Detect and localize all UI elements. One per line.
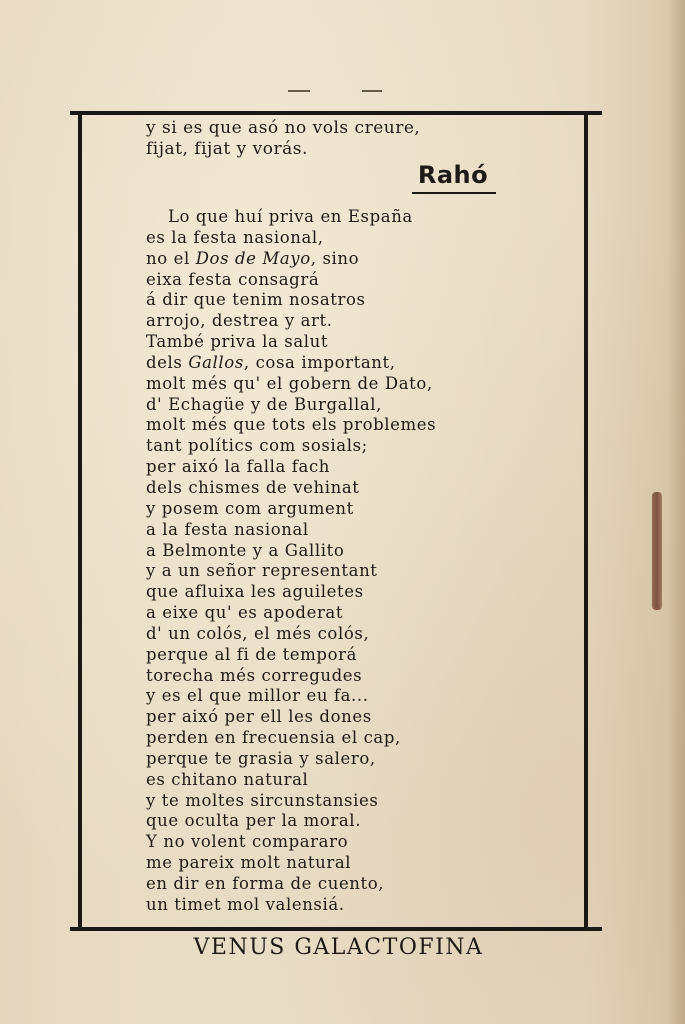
title-underline bbox=[412, 192, 496, 194]
poem-text: arrojo, destrea y art. bbox=[146, 311, 333, 331]
poem-text: a la festa nasional bbox=[146, 519, 309, 539]
poem-text: tant polítics com sosials; bbox=[146, 436, 368, 456]
poem-line bbox=[146, 457, 436, 478]
poem-text: perque te grasia y salero, bbox=[146, 748, 376, 768]
poem-line bbox=[146, 520, 436, 541]
poem-text: d' un colós, el més colós, bbox=[146, 623, 370, 643]
poem-text: perque al fi de temporá bbox=[146, 644, 358, 664]
intro-line: y si es que asó no vols creure, bbox=[146, 118, 421, 138]
poem-line bbox=[146, 415, 436, 436]
poem-text: á dir que tenim nosatros bbox=[146, 290, 366, 310]
poem-text: torecha més corregudes bbox=[146, 665, 363, 685]
poem-line bbox=[146, 728, 436, 749]
frame-bottom-rule bbox=[70, 927, 602, 931]
poem-title: Rahó bbox=[417, 161, 489, 189]
poem-line bbox=[146, 436, 436, 457]
poem-line bbox=[146, 686, 436, 707]
poem-text: molt més que tots els problemes bbox=[146, 415, 437, 435]
poem-line bbox=[146, 791, 436, 812]
poem-text: d' Echagüe y de Burgallal, bbox=[146, 394, 382, 414]
poem-italic-text: Gallos bbox=[188, 352, 244, 372]
poem-body bbox=[146, 207, 436, 916]
poem-text: y posem com argument bbox=[146, 498, 354, 518]
poem-text: molt més qu' el gobern de Dato, bbox=[146, 373, 433, 393]
poem-text: que oculta per la moral. bbox=[146, 811, 362, 831]
poem-text: y es el que millor eu fa... bbox=[146, 686, 369, 706]
poem-line bbox=[146, 707, 436, 728]
poem-text: es chitano natural bbox=[146, 769, 309, 789]
poem-text: que afluixa les aguiletes bbox=[146, 582, 364, 602]
poem-line bbox=[146, 624, 436, 645]
poem-text: eixa festa consagrá bbox=[146, 269, 320, 289]
poem-line bbox=[146, 603, 436, 624]
poem-line bbox=[146, 832, 436, 853]
intro-line: fijat, fijat y vorás. bbox=[146, 139, 308, 159]
poem-text: me pareix molt natural bbox=[146, 853, 352, 873]
poem-line bbox=[146, 561, 436, 582]
poem-text: per aixó la falla fach bbox=[146, 457, 331, 477]
poem-line bbox=[146, 311, 436, 332]
poem-line bbox=[146, 874, 436, 895]
poem-text: per aixó per ell les dones bbox=[146, 707, 372, 727]
poem-text: També priva la salut bbox=[146, 332, 329, 352]
poem-text: Y no volent compararo bbox=[146, 832, 349, 852]
poem-line bbox=[146, 332, 436, 353]
footer-text: VENUS GALACTOFINA bbox=[193, 935, 484, 960]
poem-line bbox=[146, 749, 436, 770]
binding-stain bbox=[652, 492, 662, 610]
poem-text: y te moltes sircunstansies bbox=[146, 790, 379, 810]
poem-text: y a un señor representant bbox=[146, 561, 378, 581]
poem-line bbox=[146, 207, 436, 228]
poem-line bbox=[146, 645, 436, 666]
poem-line bbox=[146, 249, 436, 270]
poem-text: dels bbox=[146, 352, 189, 372]
poem-line bbox=[146, 811, 436, 832]
poem-line bbox=[146, 499, 436, 520]
intro-verse bbox=[146, 118, 420, 160]
poem-text: Lo que huí priva en España bbox=[168, 207, 413, 226]
frame-top-rule bbox=[70, 111, 602, 115]
poem-text: a eixe qu' es apoderat bbox=[146, 603, 344, 623]
poem-line bbox=[146, 290, 436, 311]
poem-line bbox=[146, 478, 436, 499]
poem-line bbox=[146, 353, 436, 374]
top-mark-left bbox=[288, 90, 310, 92]
poem-line bbox=[146, 270, 436, 291]
poem-line bbox=[146, 666, 436, 687]
poem-title-block bbox=[412, 160, 494, 194]
poem-text: en dir en forma de cuento, bbox=[146, 874, 385, 893]
poem-line bbox=[146, 228, 436, 249]
poem-text: dels chismes de vehinat bbox=[146, 477, 360, 497]
poem-line bbox=[146, 895, 436, 916]
top-mark-right bbox=[362, 90, 382, 92]
poem-line bbox=[146, 374, 436, 395]
poem-text: es la festa nasional, bbox=[146, 227, 324, 247]
poem-text: , sino bbox=[310, 248, 360, 268]
poem-line bbox=[146, 770, 436, 791]
poem-line bbox=[146, 541, 436, 562]
poem-line bbox=[146, 395, 436, 416]
page-edge-shadow bbox=[667, 0, 685, 1024]
poem-text: un timet mol valensiá. bbox=[146, 894, 345, 914]
footer-caption bbox=[0, 935, 685, 960]
poem-line bbox=[146, 853, 436, 874]
poem-text: no el bbox=[146, 248, 196, 268]
top-ornament-marks bbox=[288, 90, 388, 96]
frame-left-rule bbox=[78, 113, 82, 928]
poem-text: perden en frecuensia el cap, bbox=[146, 728, 401, 748]
frame-right-rule bbox=[584, 113, 588, 928]
poem-italic-text: Dos de Mayo bbox=[195, 248, 311, 268]
poem-text: , cosa important, bbox=[243, 352, 396, 372]
poem-line bbox=[146, 582, 436, 603]
poem-text: a Belmonte y a Gallito bbox=[146, 540, 345, 560]
